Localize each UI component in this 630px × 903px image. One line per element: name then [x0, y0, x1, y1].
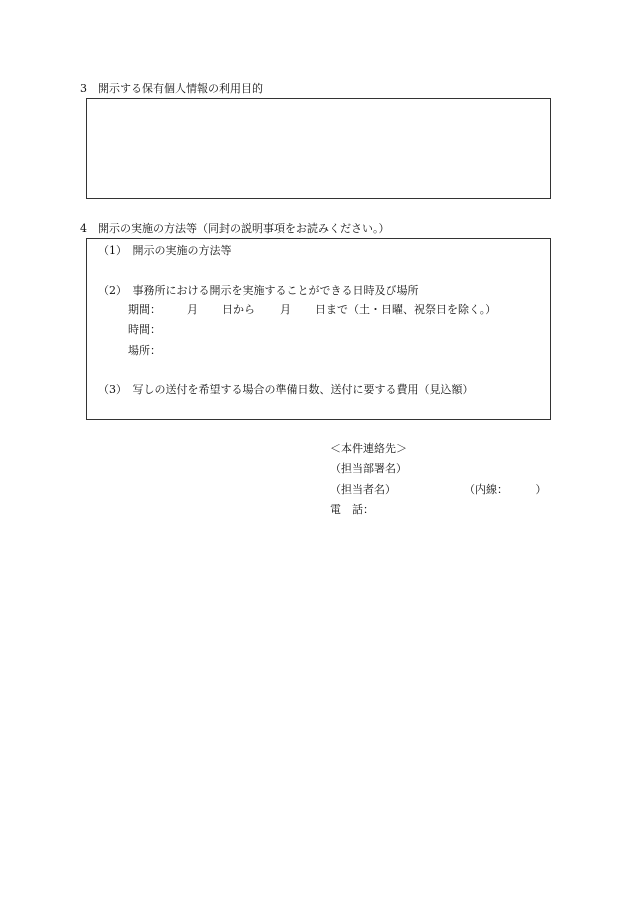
contact-phone: 電 話：: [330, 503, 374, 516]
contact-department: （担当部署名）: [330, 462, 407, 475]
period-from: 日から: [222, 303, 255, 316]
contact-title: ＜本件連絡先＞: [330, 442, 407, 455]
purpose-box: [86, 98, 551, 199]
disclosure-method-box: [86, 238, 551, 420]
contact-person: （担当者名）: [330, 483, 396, 496]
time-label: 時間：: [128, 323, 161, 336]
item-1-method: （1） 開示の実施の方法等: [98, 244, 232, 257]
contact-extension: （内線： ）: [464, 483, 547, 496]
place-label: 場所：: [128, 344, 161, 357]
section-3-heading: 3 開示する保有個人情報の利用目的: [80, 82, 263, 95]
period-until: 日まで（土・日曜、祝祭日を除く。）: [315, 303, 497, 316]
period-label: 期間：: [128, 303, 161, 316]
item-3-copy-delivery: （3） 写しの送付を希望する場合の準備日数、送付に要する費用（見込額）: [98, 383, 474, 396]
item-2-datetime-place: （2） 事務所における開示を実施することができる日時及び場所: [98, 284, 419, 297]
section-4-heading: 4 開示の実施の方法等（同封の説明事項をお読みください。）: [80, 222, 390, 235]
period-month-1: 月: [187, 303, 198, 316]
period-month-2: 月: [280, 303, 291, 316]
